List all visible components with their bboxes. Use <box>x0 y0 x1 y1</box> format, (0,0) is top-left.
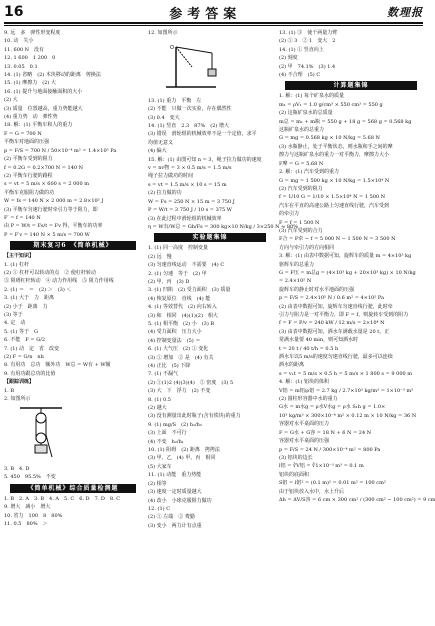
answer-line: G水 = m水g = ρ水V水g = ρ水 S₁h g = 1.0× <box>279 404 386 411</box>
answer-line: 2. (1) ＝ ＝ (2) ＞ (3) ＜ <box>4 286 72 293</box>
answer-line: v = nv物 = 3 × 0.5 m/s = 1.5 m/s <box>148 165 232 172</box>
answer-line: 12. 1 600 1 200 0 <box>4 55 56 62</box>
answer-line: 1. (1) 杠杆 <box>4 261 30 268</box>
answer-line: s = vt = 1.5 m/s × 10 s = 15 m <box>148 181 227 188</box>
answer-line: (3) 0.4 变大 <box>148 114 180 121</box>
answer-line: 平衡车克服阻力做的功 <box>4 189 55 196</box>
answer-line: = 2.4×10⁵ N <box>279 278 312 285</box>
column-1 <box>4 29 142 528</box>
answer-line: (3) 大 下 浮力 (2) 不变 <box>148 388 211 395</box>
answer-line: 12. 如图所示 <box>148 30 178 36</box>
answer-line: (3) 在此过程中滑轮组的机械效率 <box>148 215 222 222</box>
lever-figure <box>162 39 272 94</box>
page-title: 参考答案 <box>169 6 242 22</box>
answer-line: 3. (1) 凹陷 (2) 受力面积 (3) 质量 <box>148 287 231 294</box>
answer-line: 1. B <box>4 387 15 394</box>
answer-line: 11. (1) 动能 重力势能 <box>148 472 202 479</box>
answer-line: m总 = m₁ + m瓶 = 550 g + 18 g = 568 g = 0.568 kg <box>279 118 412 125</box>
answer-line: 10. (1) 阻碍 (2) 距离 拷拷法 <box>148 447 220 454</box>
answer-line: 常满水量要 40 min，则可知洒水时 <box>279 337 359 344</box>
answer-line: (3) 变小 两力计有点重 <box>148 522 202 529</box>
answer-line: 9. 增大 减小 增大 <box>4 504 51 511</box>
answer-line: 绳子拉力做功的时间 <box>148 173 194 180</box>
answer-line: (2) 相等 <box>148 480 167 487</box>
answer-line: p = F/S = 2.4×10⁵ N / 0.6 m² = 4×10⁵ Pa <box>279 295 384 302</box>
answer-line: f = 0.2G = 0.2×700 N = 140 N <box>4 164 84 171</box>
answer-line: 6. 不能 F = G/2 <box>4 337 46 344</box>
answer-line: 这瓶矿泉水的总重力 <box>279 127 325 134</box>
answer-line: (4) 改小 小球克服阻力做功 <box>148 497 212 504</box>
answer-line: 18. 解：(1) 平衡车和人的重力 <box>4 122 73 129</box>
answer-line: (2) 拉力做的功 <box>148 190 182 197</box>
answer-line: (3) 由表中数据可知，洒水车满载水量是 20 t，正 <box>279 328 390 335</box>
answer-line: p = F/S = 24 N / 300×10⁻⁴ m² = 800 Pa <box>279 446 381 453</box>
answer-line: 13. (1) ③ 使千两量力臂 <box>279 30 338 36</box>
answer-line: (2) 小于 距离 力 <box>4 303 48 310</box>
answer-line: 4. 定 动 <box>4 320 26 327</box>
answer-line: (2) ① 3 ② 1 变大 2 <box>279 38 336 45</box>
answer-line: 8. (1) 0.5 <box>148 396 171 403</box>
answer-line: (4) 不变 h₂/h₁ <box>148 438 184 445</box>
answer-line: η = W有/W总 = Gh/Fs = 300 kg×10 N/kg / 3×250 N ≈ 80% <box>148 223 299 230</box>
answer-line: 5. 450 95.5% 不变 <box>4 474 56 481</box>
answer-line: 5. (1) 相平衡 (2) 小 (3) B <box>148 320 215 327</box>
answer-line: ③ 阻碍杠杆转动 ④ 动力作用线 ⑤ 阻力作用线 <box>4 278 114 285</box>
answer-line: W = fs = 140 N × 2 000 m = 2.8×10⁵ J <box>4 198 104 205</box>
answer-line: P = W/t = 3 750 J / 10 s = 375 W <box>148 207 232 214</box>
answer-line: f = 1/10 G = 1/10 × 1.5×10⁴ N = 1 500 N <box>279 194 386 201</box>
answer-line: (4) 重力势 动 弹性势 <box>4 114 58 121</box>
section-banner: 《简单机械》综合质量检测题 <box>10 484 136 493</box>
answer-line: f = F = P/v = 240 kW / 12 m/s = 2×10⁴ N <box>279 320 385 327</box>
header-rule-thin <box>4 25 423 26</box>
answer-line: 11. 600 N 没有 <box>4 46 45 53</box>
answer-line: (3) 水瓶静止，处于平衡状态，则水瓶和手之间的摩 <box>279 143 393 150</box>
answer-line: (4) 正比 (5) 下降 <box>148 363 191 369</box>
answer-line: 14. (1) 省略 (2) 木块移动的距离 剪换法 <box>4 72 101 79</box>
answer-line: G = mg = 0.568 kg × 10 N/kg = 5.68 N <box>279 135 380 142</box>
section-banner: 期末复习6 《简单机械》 <box>10 241 136 250</box>
answer-line: 10. 动 失小 <box>4 38 34 45</box>
answer-line: (2) 汽车受到的阻力 <box>279 185 323 192</box>
answer-line: (3) 错误 滑轮组的机械效率不是一个定值，求平 <box>148 131 257 138</box>
answer-line: F′ = f = 140 N <box>4 214 41 221</box>
answer-line: 7. (1) 不漏气 <box>148 371 179 378</box>
answer-line: (4) 偏大 <box>148 148 167 155</box>
answer-line: (3) 等于 <box>4 312 23 318</box>
answer-line: 2. 解：(1) 汽车受到的重力 <box>279 169 340 176</box>
answer-line: 方向与牵引力的方向相同 <box>279 244 335 251</box>
answer-line: 14. (1) ① 竖直向上 <box>279 46 324 53</box>
answer-line: s = v₁t = 5 m/s × 0.5 h = 5 m/s × 1 800 s = 9 000 m <box>279 370 413 377</box>
answer-line: 由 P = W/t = Fs/t = Fv 得，平衡车的功率 <box>4 223 103 230</box>
answer-line: 10. 省力 100 8 80% <box>4 512 63 519</box>
answer-line: l铝 = ∛V铝 = ∛1×10⁻³ m³ = 0.1 m <box>279 463 364 470</box>
answer-line: F = G = 700 N <box>4 130 42 137</box>
answer-line: (2) 由表中数据可知，旋辉车匀速直线行驶，此时牵 <box>279 303 393 310</box>
answer-line: 10³ kg/m³ × 300×10⁻⁴ m² × 0.12 m × 10 N/kg = 36 N <box>279 412 417 419</box>
answer-line: (2) 不能 只做一次实验，存在偶然性 <box>148 106 232 113</box>
answer-line: P = F′v = 140 N × 5 m/s = 700 W <box>4 231 90 238</box>
section-banner: 计算题集锦 <box>285 81 417 90</box>
answer-line: (4) 受力面积 压力大小 <box>148 329 202 336</box>
answer-line: W = Fs = 250 N × 15 m = 3 750 J <box>148 198 235 205</box>
answer-line: Δh = ΔV/S容 = 6 cm × 300 cm² / (300 cm² − 100 cm²) = 9 cm <box>279 496 435 503</box>
answer-line: 汽车在平直的高速公路上匀速直线行驶，汽车受到 <box>279 202 390 209</box>
answer-line: 13. (1) 重力 平衡 左 <box>148 97 202 104</box>
answer-line: (5) 大家车 <box>148 463 172 470</box>
answer-line: t = 20 t / 40 t/h = 0.5 h <box>279 345 339 352</box>
answer-line: 7. (1) 动 定 省 改变 <box>4 345 60 352</box>
answer-line: (3) 上面 不可行 <box>148 430 187 437</box>
answer-line: (4) 不合理 (5) C <box>279 72 321 79</box>
answer-line: F = G水 + G容 = 18 N + 6 N = 24 N <box>279 429 372 436</box>
answer-line: 8. 有用功 总功 额外功 W总 = W有 + W额 <box>4 362 111 369</box>
answer-line: (2) ① 左端 ② 费勤 <box>148 514 195 521</box>
answer-line: (3) 甲、乙 (4) 甲、丙 相同 <box>148 455 216 462</box>
answer-line: 擦力与这瓶矿泉水的重力一对平衡力，摩擦力大小 <box>279 152 390 159</box>
column-3 <box>279 29 435 504</box>
answer-line: 3. 解：(1) 由表中数据可知，旋辉车的质量 m = 4×10³ kg <box>279 253 412 260</box>
answer-line: 铝块的底面积 <box>279 471 310 478</box>
answer-line: (3) 汽车受到的合力 <box>279 227 323 234</box>
answer-line: 15. (1) 摩擦力 (2) 大 <box>4 80 56 87</box>
answer-line: 13. 0.05 0.1 <box>4 63 38 70</box>
answer-line: 洒水车以5 m/s的速度匀速直线行驶，最多可以连续 <box>279 354 393 361</box>
answer-line: F = f = 1 500 N <box>279 219 320 226</box>
answer-line: F摩 = G = 5.68 N <box>279 160 324 167</box>
answer-line: 旋辉车的静止时对水平地面的压强 <box>279 286 355 293</box>
subsection-heading: 【跟踪训练】 <box>4 379 35 386</box>
header-rule <box>4 22 423 24</box>
answer-line: (3) 和 相同 (4)(1)(2) 相大 <box>148 312 218 319</box>
answer-line: (2) 甲、丙 (3) D <box>148 278 190 285</box>
answer-line: 平衡车对地面的压强 <box>4 139 50 146</box>
answer-line: G = F压 = m总g = (4×10³ kg + 20×10³ kg) × 10 N/kg <box>279 269 416 276</box>
answer-line: 的牵引力 <box>279 211 300 218</box>
answer-line: 2. (1) 匀速 等于 (2) 甲 <box>148 270 207 277</box>
answer-line: 4. 解：(1) 铝块的体积 <box>279 379 330 386</box>
answer-line: (2) 圆柱形容器中水的重力 <box>279 396 338 403</box>
answer-line: 3. B 4. D <box>4 465 30 472</box>
answer-line: (2) 平衡车受到的阻力 <box>4 156 53 163</box>
answer-line: p = F/S = 700 N / 50×10⁻⁴ m² = 1.4×10⁵ Pa <box>4 147 117 154</box>
answer-line: (2) 甲 74.1% (3) 1.4 <box>279 63 336 70</box>
answer-line: 11. 0.5 80% ＞ <box>4 520 48 527</box>
answer-line: 1. B 2. A 3. B 4. A 5. C 6. D 7. D 8. C <box>4 495 121 502</box>
answer-line: 2. 如图所示 <box>4 396 31 403</box>
answer-line: (3) 平衡车匀速行驶时牵引力等于阻力，即 <box>4 206 98 213</box>
page-header <box>4 3 423 21</box>
answer-line: (3) 速度一定时质量越大 <box>148 489 202 496</box>
answer-line: (3) 没有测量出此时瓶子(含有铁块)的重力 <box>148 413 241 420</box>
answer-line: 容器对水平桌面的压力 <box>279 421 330 428</box>
section-banner: 实验题集锦 <box>154 233 266 242</box>
answer-line: (2) ①(1)2 (4)(3)(4) ② 密度 (3) 5 <box>148 379 234 386</box>
answer-line: 1. (1) 同一高度 控制变量 <box>148 245 209 252</box>
answer-line: 9. 远 多 弹性形变程度 <box>4 30 61 36</box>
answer-line: 3. (1) 大于 力 距离 <box>4 295 55 302</box>
answer-line: s = vt = 5 m/s × 600 s = 2 000 m <box>4 181 89 188</box>
answer-line: (2) F = G/n nh <box>4 354 44 361</box>
page-number: 16 <box>4 4 24 20</box>
answer-line: (4) 恢复原位 直线 (4) 能 <box>148 295 211 302</box>
answer-line: 12. (1) C <box>148 505 171 512</box>
answer-line: 驱辉车的总重力 <box>279 261 315 268</box>
answer-line: (2) 平衡车行驶的路程 <box>4 172 53 179</box>
answer-line: (4) 控制变量法 (5) ＝ <box>148 337 201 344</box>
answer-line: (3) ① 增加 ② 是 (4) 有关 <box>148 354 214 361</box>
answer-line: 15. 解：(1) 由图可知 n = 3，绳子拉力做功的速度 <box>148 156 262 163</box>
answer-line: F合 = F牵 − f = 5 000 N − 1 500 N = 3 500 N <box>279 236 396 243</box>
answer-line: G = mg = 1 500 kg × 10 N/kg = 1.5×10⁴ N <box>279 177 390 184</box>
answer-line: (2) 远 慢 <box>148 253 172 260</box>
answer-line: 4. (1) 等效替代 (2) 向右转入 <box>148 304 217 311</box>
answer-line: 9. 有用功跟总功的比值 <box>4 370 56 377</box>
answer-line: (3) 铝块的边长 <box>279 454 313 461</box>
answer-line: 14. (1) 竖直 2.3 87% (2) 增大 <box>148 123 229 130</box>
answer-line: S铝 = l铝² = (0.1 m)² = 0.01 m² = 100 cm² <box>279 480 386 487</box>
pulley-figure <box>18 405 142 462</box>
subsection-heading: 【主干知识】 <box>4 253 35 260</box>
answer-line: 5. (1) 等于 G <box>4 328 39 335</box>
answer-line: (2) 越大 <box>148 405 167 412</box>
answer-line: 均值无意义 <box>148 139 174 146</box>
answer-line: 由于铝块放入水中，水上升后 <box>279 488 345 495</box>
answer-line: (3) 质量 位置越高，重力势能越大 <box>4 105 83 112</box>
svg-text:O: O <box>170 45 174 52</box>
answer-line: (2) 刻度 <box>279 55 298 62</box>
answer-line: 16. (1) 提升与地面接触面积的大小 <box>4 88 83 95</box>
answer-line: 引力与阻力是一对平衡力，即 F = f，则旋转车受到的阻力 <box>279 312 409 318</box>
answer-line: (2) ① 杠杆可以转动的点 ② 使杠杆转动 <box>4 269 96 276</box>
answer-line: V铝 = m铝/ρ铝 = 2.7 kg / 2.7×10³ kg/m³ = 1×10⁻³ m³ <box>279 387 414 394</box>
answer-line: (3) 匀速直线运动 不需要 (4) C <box>148 262 225 269</box>
answer-line: 1. 解：(1) 每个矿泉水的质量 <box>279 93 345 100</box>
answer-line: m₁ = ρV₁ = 1.0 g/cm³ × 550 cm³ = 550 g <box>279 101 383 108</box>
newspaper-logo: 数理报 <box>387 6 423 19</box>
answer-line: 9. (1) mg/S (2) h₁/h₂ <box>148 421 202 428</box>
answer-line: (2) 这瓶矿泉水的总质量 <box>279 110 333 117</box>
answer-line: (2) 大 <box>4 97 18 104</box>
answer-line: 容器对水平桌面的压强 <box>279 438 330 445</box>
answer-line: 洒水的距离 <box>279 362 305 369</box>
answer-line: 6. (1) 大气压 (2) ① 变化 <box>148 346 209 353</box>
